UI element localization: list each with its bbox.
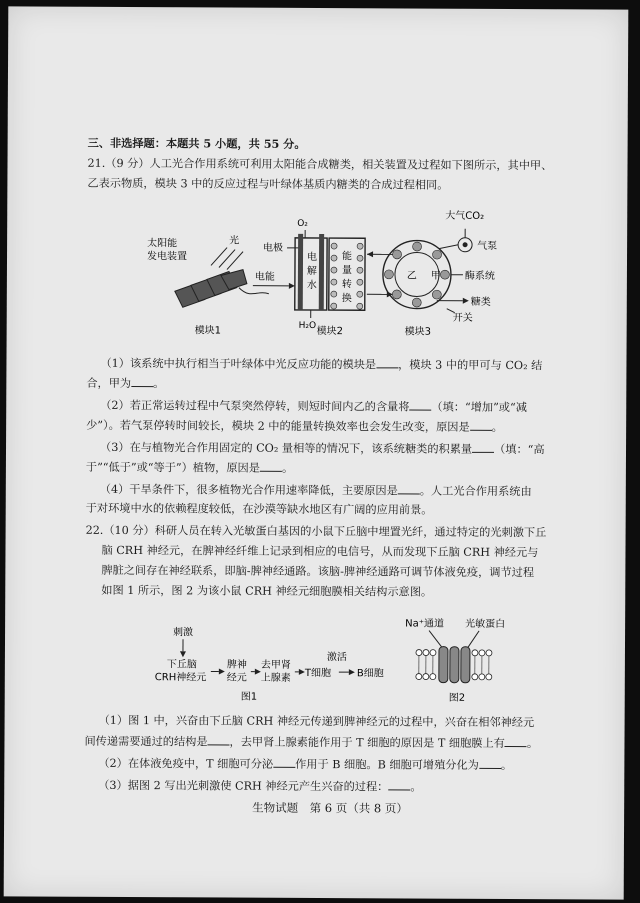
figure2-membrane <box>405 616 505 704</box>
energy-conversion-char-2: 量 <box>341 265 352 277</box>
q22-stem-line-1: 22.（10 分）科研人员在转入光敏蛋白基因的小鼠下丘脑中埋置光纤，通过特定的光刺激下丘 <box>85 523 547 540</box>
module2-label: 模块2 <box>316 326 344 338</box>
q22-part1-cont <box>84 733 538 752</box>
stimulus-label: 刺激 <box>173 627 194 639</box>
q21-part3-blank-1[interactable] <box>472 441 494 453</box>
q22-part1-text-d: 。 <box>526 737 539 751</box>
figure1-caption: 图1 <box>240 691 258 703</box>
hypothalamus-label: 下丘脑 <box>166 659 197 671</box>
q21-part4 <box>100 481 532 500</box>
q21-part2-text-a: （2）若正常运转过程中气泵突然停转，则短时间内乙的含量将 <box>100 398 410 414</box>
o2-label: O₂ <box>297 218 308 229</box>
section-heading: 三、非选择题：本题共 5 小题，共 55 分。 <box>87 135 306 151</box>
enzyme-system-label: 酶系统 <box>464 270 495 282</box>
exam-page <box>4 6 629 899</box>
module1-label: 模块1 <box>194 325 222 337</box>
q21-part4-text-b: 。人工光合作用系统由 <box>419 484 532 499</box>
crh-neuron-label: CRH神经元 <box>154 672 207 684</box>
q21-part2-text-d: 。 <box>491 420 503 434</box>
q22-part2-text-b: 作用于 B 细胞。B 细胞可增殖分化为 <box>295 757 479 772</box>
q22-stem-line-3: 脾脏之间存在神经联系，即脑-脾神经通路。该脑-脾神经通路可调节体液免疫，调节过程 <box>101 563 535 580</box>
q21-stem-line-1: 21.（9 分）人工光合作用系统可利用太阳能合成糖类，相关装置及过程如下图所示，其中甲、 <box>87 156 553 173</box>
q21-part3-text-a: （3）在与植物光合作用固定的 CO₂ 量相等的情况下，该系统糖类的积累量 <box>99 440 473 456</box>
energy-conversion-char-1: 能 <box>341 251 353 263</box>
q22-part3-text-b: 。 <box>410 780 422 794</box>
q21-part2 <box>100 397 527 416</box>
q21-part3 <box>100 439 545 458</box>
q22-part2-text-a: （2）在体液免疫中，T 细胞可分泌 <box>98 756 274 771</box>
norepinephrine-label-2: 上腺素 <box>260 672 291 684</box>
q22-part2-blank-1[interactable] <box>273 756 295 768</box>
q21-part2-blank-2[interactable] <box>470 419 492 431</box>
spleen-neuron-label-2: 经元 <box>226 672 247 684</box>
na-channel-label: Na⁺通道 <box>405 618 445 630</box>
q21-apparatus-diagram <box>7 202 628 345</box>
q22-part1-blank-2[interactable] <box>505 735 527 747</box>
figure1-pathway <box>155 625 384 703</box>
q22-part3 <box>98 777 421 796</box>
module3-label: 模块3 <box>404 326 432 338</box>
q21-part2-cont <box>86 417 503 436</box>
q21-part1 <box>100 355 542 374</box>
activate-label: 激活 <box>326 652 347 664</box>
sugar-synthesis-module <box>367 208 498 338</box>
q22-figures <box>5 608 625 707</box>
q21-stem-line-2: 乙表示物质，模块 3 中的反应过程与叶绿体基质内糖类的合成过程相同。 <box>87 176 449 192</box>
q22-part1-blank-1[interactable] <box>208 733 230 745</box>
page-footer: 生物试题 第 6 页（共 8 页） <box>252 800 408 816</box>
air-pump-label: 气泵 <box>477 240 498 252</box>
q22-part1: （1）图 1 中，兴奋由下丘脑 CRH 神经元传递到脾神经元的过程中，兴奋在相邻神经元 <box>98 713 535 730</box>
q21-part2-text-c: 少”）。若气泵停转时间较长，模块 2 中的能量转换效率也会发生改变，原因是 <box>86 418 470 434</box>
electrode-label: 电极 <box>263 242 284 254</box>
solar-device-label-1: 太阳能 <box>147 238 178 250</box>
sugar-label: 糖类 <box>470 296 491 308</box>
q21-part2-blank-1[interactable] <box>409 398 431 410</box>
solar-device-label-2: 发电装置 <box>146 251 188 263</box>
q22-stem-line-4: 如图 1 所示，图 2 为该小鼠 CRH 神经元细胞膜相关结构示意图。 <box>101 583 433 599</box>
electrolysis-char-2: 解 <box>306 265 317 278</box>
atmospheric-co2-label: 大气CO₂ <box>445 210 485 222</box>
q22-stem-line-2: 脑 CRH 神经元，在脾神经纤维上记录到相应的电信号，从而发现下丘脑 CRH 神经元与 <box>101 543 539 560</box>
q21-part3-cont <box>86 459 293 477</box>
electrolysis-char-3: 水 <box>306 279 317 292</box>
spleen-neuron-label-1: 脾神 <box>226 659 247 671</box>
q21-part3-text-b: （填：“高 <box>494 442 545 457</box>
energy-conversion-char-4: 换 <box>341 293 352 305</box>
yi-label: 乙 <box>406 270 417 282</box>
h2o-label: H₂O <box>298 320 317 331</box>
q22-part1-text-c: ，去甲肾上腺素能作用于 T 细胞的原因是 T 细胞膜上有 <box>229 735 505 750</box>
q21-part4-text-a: （4）干旱条件下，很多植物光合作用速率降低，主要原因是 <box>99 482 398 498</box>
q21-part3-text-d: 。 <box>281 461 294 475</box>
light-label: 光 <box>229 235 240 247</box>
t-cell-label: T细胞 <box>304 667 331 680</box>
q21-part3-text-c: 于”“低于”或“等于”）植物，原因是 <box>85 460 261 475</box>
q22-part3-blank-1[interactable] <box>388 778 410 790</box>
q22-part1-text-b: 间传递需要通过的结构是 <box>84 734 208 749</box>
energy-conversion-char-3: 转 <box>341 279 352 291</box>
q21-part1-text-c: 合，甲为 <box>86 376 132 391</box>
q21-part1-text-b: ，模块 3 中的甲可与 CO₂ 结 <box>398 358 543 373</box>
q21-part1-blank-1[interactable] <box>376 356 398 368</box>
jia-label: 甲 <box>430 270 441 282</box>
q21-part4-cont: 于对环境中水的依赖程度较低，在沙漠等缺水地区有广阔的应用前景。 <box>85 501 433 517</box>
figure2-caption: 图2 <box>448 692 466 704</box>
q21-part1-blank-2[interactable] <box>131 375 153 387</box>
electrolysis-module <box>263 219 366 338</box>
q22-part2-text-c: 。 <box>500 758 513 773</box>
b-cell-label: B细胞 <box>356 668 384 680</box>
switch-label: 开关 <box>452 312 473 324</box>
q21-part4-blank-1[interactable] <box>398 482 420 494</box>
q22-part2 <box>98 755 512 774</box>
q21-part2-text-b: （填：“增加”或“减 <box>431 400 527 415</box>
q21-part3-blank-2[interactable] <box>260 460 282 472</box>
q21-part1-text-a: （1）该系统中执行相当于叶绿体中光反应功能的模块是 <box>100 356 377 372</box>
electric-energy-label: 电能 <box>254 271 275 283</box>
q22-part2-blank-2[interactable] <box>479 757 501 769</box>
q22-part3-text-a: （3）据图 2 写出光刺激使 CRH 神经元产生兴奋的过程： <box>98 778 389 794</box>
norepinephrine-label-1: 去甲肾 <box>260 659 291 671</box>
electrolysis-char-1: 电 <box>306 251 318 264</box>
photoprotein-label: 光敏蛋白 <box>465 618 506 630</box>
q21-part1-text-d: 。 <box>153 377 165 391</box>
q21-part1-cont <box>86 375 164 392</box>
